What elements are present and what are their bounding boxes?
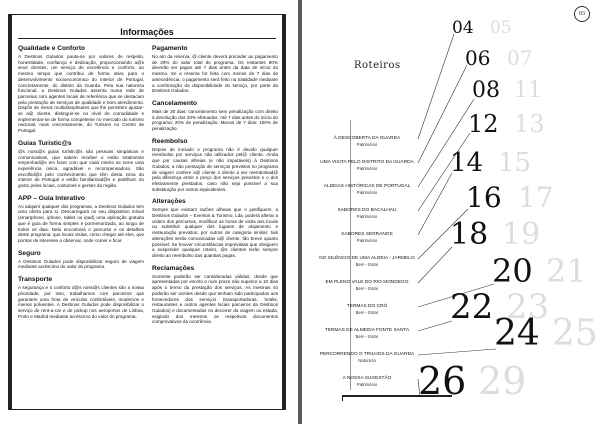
page-num-06: 06	[465, 46, 491, 70]
connector-line	[418, 349, 496, 355]
section-title: APP – Guia Interativo	[18, 194, 85, 202]
section-text: No ato da reserva, @ cliente deverá proceder ao pagamento de 20% do valor total do programa. Os restantes 80% deverão ser pagos até 7 dias antes da data de início do mesmo. Se a reserva for feita com menos de 7 dias de antecedência, o pagamento será feito na totalidade mediante a confirmação da disponibilidade do serviço, por parte da Destinos Gulados.	[152, 54, 278, 94]
tour-category: Património	[356, 190, 378, 195]
page-num-15: 15	[498, 148, 532, 178]
info-title: Informações	[120, 27, 174, 37]
section-text: A Destinos Gulados pode disponibilizar seguro de viagem mediante acréscimo do valor do programa.	[18, 258, 144, 270]
info-frame	[8, 14, 286, 410]
page-num-21: 21	[546, 252, 587, 290]
tour-category: Património	[356, 238, 378, 243]
right-page	[302, 0, 600, 424]
page-num-25: 25	[552, 313, 598, 354]
section-insurance	[18, 250, 144, 270]
connector-line	[418, 247, 452, 283]
section-title: Reclamações	[152, 264, 195, 272]
page-num-14: 14	[450, 148, 484, 178]
tour-stop	[312, 376, 422, 387]
section-text: A Destinos Gulados pauta-se por valores de respeito, honestidade, confiança e dedicação, proporcionando a@s seus clientes, um serviço de excelência e conforto, ao mesmo tempo que contribui de forma ativa para o desenvolvimento socioeconómico do interior de Portugal, concretamente, do distrito da Guarda. Pela sua natureza funcional, a Destinos Gulados assenta numa rede de parcerias com agentes locais de referência que se destacam pela prestação de serviços de qualidade e bom atendimento. Dispõe de meios multidisciplinares que lhe permitem ajustar-se a@ cliente, distinguir-se no nível de comodidade e implementar-se de forma competente no mercado do turismo nacional, mais concretamente, do Turismo no Centro de Portugal.	[18, 54, 144, 134]
info-column-1	[18, 45, 144, 325]
tour-category: Património	[356, 214, 378, 219]
section-app	[18, 195, 144, 244]
tour-category: Bem - Estar	[355, 286, 379, 291]
section-title: Alterações	[152, 198, 186, 206]
section-text: Sempre que existam razões alheias que o justifiquem, a Destinos Gulados – Eventos & Turismo, Lda. poderá alterar a ordem dos percursos, modificar as horas de visita aos locais ou substituir qualquer dos lugares de alojamento e restauração previstos, por outros de categoria similar; tais alterações serão comunicadas a@ cliente, tão breve quanto possível. Se houver circunstâncias imprevistas que obriguem a suspender qualquer roteiro, @s clientes terão sempre direito ao reembolso das quantias pagas.	[152, 207, 278, 258]
section-refund	[152, 138, 278, 193]
tour-name: ALDEIAS HISTÓRICAS DE PORTUGAL	[323, 184, 411, 189]
page-number: 03	[574, 6, 590, 22]
tour-category: Natureza	[358, 358, 376, 363]
page-num-24: 24	[494, 313, 540, 354]
section-title: Reembolso	[152, 137, 188, 145]
tour-name: TERMAS DE ALMEIDA FONTE SANTA	[324, 328, 410, 333]
tour-stop	[312, 352, 422, 363]
page-num-29: 29	[478, 359, 527, 403]
bottom-bracket-tick	[342, 395, 343, 401]
tour-stop	[312, 184, 422, 195]
tour-name: EM PLENO VALE DO RIO MONDEGO	[325, 280, 409, 285]
section-title: Cancelamento	[152, 99, 198, 107]
tour-category: Bem - Estar	[355, 334, 379, 339]
page-num-22: 22	[450, 287, 494, 327]
left-page	[0, 0, 298, 424]
tour-name: À DESCOBERTA DA GUARDA	[333, 136, 401, 141]
page-num-26: 26	[418, 359, 467, 403]
page-num-04: 04	[452, 18, 474, 38]
tour-name: A NOSSA SUGESTÃO	[342, 376, 392, 381]
connector-line	[418, 173, 452, 235]
section-text: Mais de 30 dias: cancelamento sem penalização com direito à devolução dos 20% efetuados. Até 7 dias antes do início do programa: 20% de penalização. Menos de 7 dias: 100% de penalização.	[152, 108, 278, 132]
section-title: Seguro	[18, 249, 41, 257]
tour-stop	[312, 232, 422, 243]
tour-stop	[312, 256, 422, 267]
tour-stop	[312, 160, 422, 171]
page-num-05: 05	[490, 18, 512, 38]
info-column-2	[152, 45, 278, 331]
page-num-18: 18	[450, 217, 489, 252]
page-num-12: 12	[468, 110, 499, 138]
section-title: Pagamento	[152, 45, 188, 52]
connector-line	[418, 321, 452, 331]
section-quality	[18, 45, 144, 134]
section-complaints	[152, 265, 278, 325]
tour-stop	[312, 304, 422, 315]
tour-category: Bem - Estar	[355, 310, 379, 315]
tour-category: Bem - Estar	[355, 262, 379, 267]
page-num-07: 07	[507, 46, 533, 70]
tour-stop	[312, 136, 422, 147]
tour-category: Património	[356, 382, 378, 387]
page-num-08: 08	[472, 78, 500, 103]
section-cancellation	[152, 100, 278, 132]
page-num-19: 19	[502, 217, 541, 252]
section-text: Depois de iniciado o programa não é devido qualquer reembolso por serviços não utilizados pel@ cliente. Ainda que por causas alheias (e não imputáveis) à Destinos Gulados, a não prestação de serviços previstos no programa de viagem confere a@ cliente o direito a ser reembolsad@ pela diferença entre o preço dos serviços previstos e o dos efetivamente prestados, caso não seja possível a sua substituição por outros equivalentes.	[152, 146, 278, 192]
tour-name: TERMAS DO CRÓ	[346, 304, 388, 309]
section-title: Transporte	[18, 276, 53, 284]
tour-name: SABORES SERRANOS	[341, 232, 393, 237]
tour-name: PERCORRENDO O TRILHOS DA GUARDA	[319, 352, 415, 357]
section-guides	[18, 140, 144, 189]
connector-line	[418, 34, 454, 139]
page-num-23: 23	[506, 287, 550, 327]
section-text: A segurança e o conforto d@s noss@s clientes são a nossa prioridade, por isso, trabalhamos com parceiros que garantem uma frota de veículos confortáveis, modernos e menos poluentes. A Destinos Gulados pode disponibilizar o serviço de rent-a-car e de pickup nos aeroportos de Lisboa, Porto e Madrid mediante acréscimo do valor do programa.	[18, 285, 144, 319]
section-title: Qualidade e Conforto	[18, 45, 86, 52]
page-num-16: 16	[466, 181, 502, 214]
tour-stop	[312, 208, 422, 219]
page-title: Roteiros	[354, 60, 401, 71]
tour-category: Património	[356, 142, 378, 147]
section-text: Somente poderão ser consideradas válidas, desde que apresentadas por escrito e num prazo não superior a 10 dias após o termo da prestação dos serviços. As mesmas só poderão ser aceites desde que tenham sido participadas aos fornecedores dos serviços (transportadoras, hotéis, restaurantes e outros agentes locais parceiros da Destinos Gulados) e documentadas no decorrer da viagem ou estada, exigindo dos mesmos os respetivos documentos comprovativos da ocorrência.	[152, 273, 278, 325]
tour-name: NO SILÊNCIO DE UMA ALDEIA - JARMELO	[319, 256, 415, 261]
page-num-13: 13	[514, 110, 545, 138]
tour-stop	[312, 280, 422, 291]
tour-stop	[312, 328, 422, 339]
section-changes	[152, 198, 278, 258]
tour-name: SABORES DO BACALHAU	[337, 208, 397, 213]
page-num-17: 17	[518, 181, 554, 214]
section-payment	[152, 45, 278, 94]
section-transport	[18, 276, 144, 319]
section-text: Ao adquirir qualquer dos programas, a Destinos Gulados tem uma oferta para si. Descarregará no seu dispositivo móvel (smartphone, iphone, tablet ou ipad) uma aplicação gratuita que é guia de forma simples e pormenorizada, ao longo de todos os dias. Nela encontrará o percurso e os detalhes deste programa: que locais visitar, como chegar até eles, que pontos de interesse a observar, onde comer e ficar.	[18, 203, 144, 243]
section-text: @s noss@s guias turístic@s são pessoas simpáticas e comunicativas, que sabem receber e estão totalmente empenhad@s em fazer com que cada roteiro se torne uma experiência única, agradável e recompensadora. São escolhid@s pelo conhecimento que têm desta zona do interior de Portugal e estão familiarizad@s e partilham do gosto pelos locais, costumes e gentes da região.	[18, 148, 144, 189]
page-num-20: 20	[492, 252, 533, 290]
page-num-11: 11	[514, 78, 542, 103]
section-title: Guias Turistic@s	[18, 139, 72, 147]
tour-category: Património	[356, 166, 378, 171]
info-header	[18, 20, 276, 39]
tour-name: UMA VISITA PELO DISTRITO DA GUARDA	[320, 160, 414, 165]
